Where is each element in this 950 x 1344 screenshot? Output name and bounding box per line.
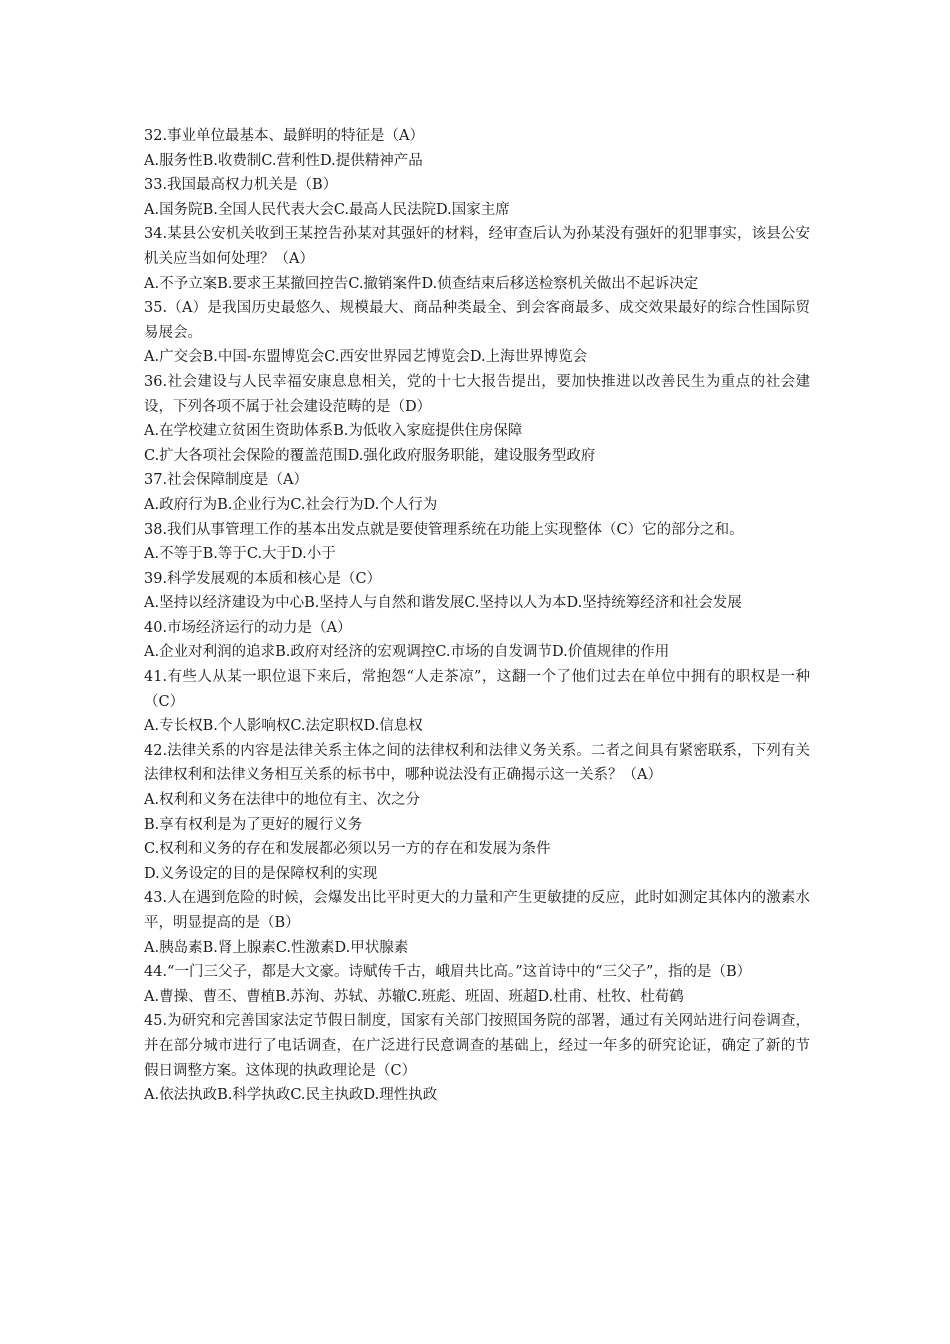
q40-question: 40.市场经济运行的动力是（A） (144, 619, 352, 636)
q36-options-cd: C.扩大各项社会保险的覆盖范围D.强化政府服务职能，建设服务型政府 (144, 447, 596, 464)
q35-options: A.广交会B.中国-东盟博览会C.西安世界园艺博览会D.上海世界博览会 (144, 349, 588, 366)
q32-options: A.服务性B.收费制C.营利性D.提供精神产品 (144, 152, 423, 169)
q42-option-b: B.享有权利是为了更好的履行义务 (144, 816, 363, 833)
q42-question: 42.法律关系的内容是法律关系主体之间的法律权利和法律义务关系。二者之间具有紧密联系，下列有关法律权利和法律义务相互关系的标书中，哪种说法没有正确揭示这一关系？（A） (144, 742, 810, 784)
q35-question: 35.（A）是我国历史最悠久、规模最大、商品种类最全、到会客商最多、成交效果最好的综合性国际贸易展会。 (144, 300, 810, 341)
q37-options: A.政府行为B.企业行为C.社会行为D.个人行为 (144, 496, 438, 513)
q38-options: A.不等于B.等于C.大于D.小于 (144, 546, 336, 563)
document-page (144, 124, 810, 1108)
q45-options: A.依法执政B.科学执政C.民主执政D.理性执政 (144, 1087, 438, 1104)
q43-options: A.胰岛素B.肾上腺素C.性激素D.甲状腺素 (144, 939, 409, 956)
q38-question: 38.我们从事管理工作的基本出发点就是要使管理系统在功能上实现整体（C）它的部分之和。 (144, 521, 744, 538)
q42-option-c: C.权利和义务的存在和发展都必须以另一方的存在和发展为条件 (144, 841, 551, 858)
q34-options: A.不予立案B.要求王某撤回控告C.撤销案件D.侦查结束后移送检察机关做出不起诉决定 (144, 275, 699, 292)
q42-option-d: D.义务设定的目的是保障权利的实现 (144, 865, 378, 882)
q34-question: 34.某县公安机关收到王某控告孙某对其强奸的材料，经审查后认为孙某没有强奸的犯罪事实，该县公安机关应当如何处理？（A） (144, 226, 810, 267)
q36-options-ab: A.在学校建立贫困生资助体系B.为低收入家庭提供住房保障 (144, 423, 523, 440)
q40-options: A.企业对利润的追求B.政府对经济的宏观调控C.市场的自发调节D.价值规律的作用 (144, 644, 670, 661)
q36-question: 36.社会建设与人民幸福安康息息相关，党的十七大报告提出，要加快推进以改善民生为重点的社会建设，下列各项不属于社会建设范畴的是（D） (144, 373, 810, 415)
q41-question: 41.有些人从某一职位退下来后，常抱怨“人走茶凉”，这翻一个了他们过去在单位中拥有的职权是一种（C） (144, 669, 810, 710)
q33-options: A.国务院B.全国人民代表大会C.最高人民法院D.国家主席 (144, 201, 510, 218)
q43-question: 43.人在遇到危险的时候，会爆发出比平时更大的力量和产生更敏捷的反应，此时如测定其体内的激素水平，明显提高的是（B） (144, 890, 810, 931)
q32-question: 32.事业单位最基本、最鲜明的特征是（A） (144, 128, 425, 144)
q33-question: 33.我国最高权力机关是（B） (144, 177, 338, 194)
q44-question: 44.“一门三父子，都是大文豪。诗赋传千古，峨眉共比高。”这首诗中的“三父子”，指的是（B） (144, 964, 752, 981)
q39-question: 39.科学发展观的本质和核心是（C） (144, 570, 382, 587)
q37-question: 37.社会保障制度是（A） (144, 472, 309, 489)
q44-options: A.曹操、曹丕、曹植B.苏洵、苏轼、苏辙C.班彪、班固、班超D.杜甫、杜牧、杜荀鹤 (144, 988, 684, 1005)
q45-question: 45.为研究和完善国家法定节假日制度，国家有关部门按照国务院的部署，通过有关网站进行问卷调查，并在部分城市进行了电话调查，在广泛进行民意调查的基础上，经过一年多的研究论证，确定了新的节假日调整方案。这体现的执政理论是（C） (144, 1013, 810, 1079)
q39-options: A.坚持以经济建设为中心B.坚持人与自然和谐发展C.坚持以人为本D.坚持统筹经济和社会发展 (144, 595, 742, 612)
q42-option-a: A.权利和义务在法律中的地位有主、次之分 (144, 792, 421, 809)
q41-options: A.专长权B.个人影响权C.法定职权D.信息权 (144, 718, 423, 735)
